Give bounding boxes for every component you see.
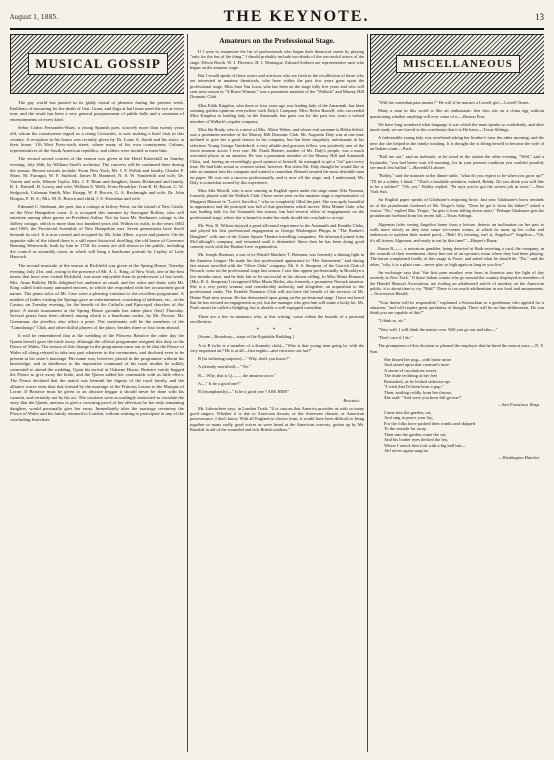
poem: [384, 357, 544, 401]
article-paragraph: The gay world has paused in its giddy round of pleasure during the present week. Emblems of mourning for the death of Gen. Grant, and flags at half mast meet the eye at every turn, and the result has been a very general postponement of public balls and a cessation of entertainments of every kind.: [10, 100, 184, 122]
poem-line: She said: "And were you born full grown?": [384, 395, 463, 401]
poem-line: And raised upon that creature's nose: [384, 362, 450, 368]
article-paragraph: Many a man in this world is like an enthusiastic hen who sits on a china egg without questioning whether anything will ever come of it.—Boston Post.: [370, 108, 544, 119]
header-rule: [10, 28, 544, 30]
dialogue-line: A (already mortified)—" No.": [198, 364, 251, 370]
dialogue-attribution: Rescutto.: [343, 397, 360, 403]
poem-line: To the seaside far away.: [384, 426, 427, 432]
poem-line: And his louder eyes decked the lea,: [384, 437, 448, 443]
article-paragraph: Algernon (who seeing Angelica home from a lecture, detects an inclination on her part to walk more slowly as they near some ice-cream rooms, at which he turns up his collar and endeavors to quicken their united pace)—"Bah! It's freezing, isn't it, Angelica?" Angelica—"Oh, it's all frozen, Algernon, and ready to eat by this time!"—Harper's Bazar.: [370, 221, 544, 243]
dialogue-line: A to B (who is a member of a dramatic club)—"Who is that young man going by with the very important air? He is at all—first nights—and criticises our fun?": [190, 342, 364, 353]
article-paragraph: Miss Alla Merrill, who is now starring in English opera under the stage name Alfa Norman, formerly played with the Wallack Club. I have never seen on the amateur stage a representative of Margaret Blanore in "Love's Sacrifice," who so completely filled the part. She was aptly beautiful in appearance and the portrayal was full of that gentleness which moves. Miss Minnie Gale, who was leading lady for the Amaranth last season, has had several offers of engagements on the professional stage, where she is bound to make her mark should she conclude to accept.: [190, 188, 364, 220]
section-separator: * * *: [256, 327, 298, 334]
article-paragraph: An exchange says that "the first pure monkey ever born in America saw the light of day recently in New York." If these Italian counts who go around the country displayed as members of the Handel Musical Association, are fooling an adulterated article of monkey on the American public, it is about time to cry "Halt!" There is too much adulteration in our food and amusements.—Norristown Herald.: [370, 270, 544, 297]
dialogue-line: B— Why, that is Q——, the amateur actor.": [198, 372, 276, 378]
poem-attribution: —San Francisco Wasp.: [498, 401, 540, 407]
banner-title: MUSICAL GOSSIP: [28, 53, 168, 75]
banner-title: MISCELLANEOUS: [396, 55, 520, 73]
article-heading: Amateurs on the Professional Stage.: [219, 36, 335, 45]
article-paragraph: "Very well. I will think the matter over. Will you go out and take—": [378, 326, 498, 332]
miscellaneous-banner: [370, 34, 544, 94]
article-paragraph: The promptness of this decision so pleased the employer that he hired the man at once.—N. Y. Sun.: [370, 343, 544, 354]
article-paragraph: The second musicale of the season at Richfield was given at the Spring House, Tuesday evening, July 21st, and, owing to the presence of Mr. A. L. King, of New York, one of the best tenors that have ever visited Richfield, was more enjoyable than its predecessor of last week. Mrs. Anna Bulkley Hills delighted her audience as usual, and her solos and duets with Mr. King called forth many animated encores, to which she responded with her accustomed good nature. The piano solos of Mr. Case were a pleasing variation to the excellent programme. A number of ladies visiting the Springs gave an entertainment, consisting of tableaux, etc., at the Casino, on Tuesday evening, for the benefit of the Catholic and Episcopal churches of this place. A tennis tournament at the Spring House grounds has taken place (last) Thursday. Several prizes have been offered, among which is a handsome racket, by Mr. Proctor. Mr. Greenman, the jeweller, also offers a prize. The contestants will be the members of the "Canadarago" Club, and other skilful players of the place, besides three or four from abroad.: [10, 263, 184, 330]
article-paragraph: If I were to enumerate the list of professionals who began their theatrical career by playing "only for the fun of the thing," I should probably include two-thirds of the successful actors of the stage. Edwin Booth, W. J. Florence, H. J. Montague, Edward Sothern are representative men who began on the amateur stage.: [190, 49, 364, 70]
poem-line: A storm of osculations sweet.: [384, 367, 438, 373]
poem-line: Then, smiling coldly from her throne,: [384, 389, 452, 395]
poem-line: And sing in peace your lay,: [384, 415, 434, 421]
article-paragraph: A fashionable young lady was overheard asking her brother's tutor the other morning, and the next day she helped in the family washing. It is thought she is fitting herself to become the wife of an Italian count.—Puck.: [370, 135, 544, 152]
poem-line: Come into the garden, cat,: [384, 409, 432, 415]
musical-gossip-banner: [10, 34, 184, 94]
article-paragraph: These are a few ex-amateurs who, at this writing, come within the bounds of a personal recollection.: [190, 313, 364, 324]
poem-line: Remarked, as he looked sidewise up:: [384, 378, 451, 384]
article-paragraph: Baron B——, a notorious gambler, being detected at Bath secreting a card, the company, in the warmth of their resentment, threw him out of an up-stairs room where they had been playing. The baron complained loudly of this usage to Foote, and asked what he should do. "Do," said the other, "why, it is a plain case—never play so high again as long as you live.": [370, 245, 544, 267]
article-paragraph: Señor Carlos Fernandez-Shaw, a young Spanish poet, scarcely more than twenty years old, whom his countrymen regard as a rising Cervantes, is now making a brief visit in this country. A reception in his honor was recently given by Dr. Louis A. Sarah and his sister, at their home, 116 West Forty-sixth street, where many of his own countrymen, Cubans, representatives of the South American republics, and others were invited to meet him.: [10, 125, 184, 153]
dialogue-line: A—" Is he a good one?": [198, 381, 241, 387]
article-paragraph: Miss Ida Brady, who is a niece of Mrs. Albert Weber, and whose real surname is Helen Seibel, was a prominent member of the Murray Hill Dramatic Club. Mr. Augustin Daly was at one time inclined to give her a good chance in his company, but has been singularly unfortunate in his selection. Young George Vanderhoff, a very affable and gracious fellow, was positively one of the worst amateur actors I ever saw. Mr. Frank Bennet, another of Mr. Daly's people, was a much overrated player as an amateur. He was a prominent member of the Murray Hill and Amaranth Clubs, and, having an exceedingly good opinion of himself, he managed to get a "fat" part every time. He had little actual or creative talent, however. But when Mr. Daly thought he would like to take an amateur into his company and wanted a comedian, Bennett seemed the most desirable man on paper. He was not a success professionally, and is now off the stage, and, I understand, Mr. Daly is somewhat soured by this experience.: [190, 126, 364, 185]
article-paragraph: But I would speak of those actors and actresses who are fresh in the recollection of those who are interested in amateur theatricals, who have within the past few years gone upon the professional stage. Miss Sara Van Loon, who has been on the stage fully five years and who will start next season in "A Brave Woman," was a prominent member of the "Wallack" and Murray Hill Dramatic Club.: [190, 73, 364, 100]
masthead-title: THE KEYNOTE.: [223, 8, 370, 25]
dialogue-line: B (triumphantly)—" Is he a good one ? ASK HIM!": [198, 389, 290, 395]
article-paragraph: The second sacred concert of the season was given at the Hotel Katerskill on Sunday evening, July 26th, by William Stoel's orchestra. The concerts will be continued there during the season. Recent arrivals include: From New York, Mr. J. F. Pollak and family, Charles P. Shaw, M. Farragut, W. F. Stafford, James H. Hammel, N. S. W. Vanderbilt and wife, Dr. Varren and wife, Minnie Taylor, Mrs. J. F. Blum and daughter, James Richmond and family, R. L. Burnell, B. Lowry and wife, William S. Wells. From Brooklyn: Ivan R. H. Bacon, C. W. Sedgwick, Coleman Smith, Mrs. Knapp, W. F. Brown, G. A. Reckmagle and wife, Dr. John Horgan, F. H. S.; Mrs. M. E. Brown and child, I. S. Sternshus and wife.: [10, 156, 184, 201]
article-paragraph: We have long wondered what language it was which the mute speaks so confidently, and after much study we are forced to the conclusion that it is He-brew.—Texas Siftings.: [370, 121, 544, 133]
column-divider: [187, 34, 188, 752]
article-paragraph: Mr. Labouchere says, in London Truth: "It is curious that America provides us with so many good singers. Whether it is due to American throats, or the American climate, or American perseverance, I don't know. With all England to choose from, it would have been difficult to bring together so many really good voices as were heard at the American concerts, gotten up by Mr. Ronalds in aid of the wounded and sick British soldiers.": [190, 405, 364, 432]
article-paragraph: "Don't care if I do.": [378, 334, 413, 340]
article-paragraph: An English paper speaks of Gladstone's imposing brow. Just now Gladstone's brow reminds us of the protuberant forehead of Mr. Yerger's baby. "Does he get it from his father?" asked a visitor. "No," replied Mrs. Yerger, "he gets it from falling down stairs." Perhaps Gladstone gets his protuberant forehead from his recent fall.—Texas Siftings.: [370, 197, 544, 219]
column-center: [190, 34, 364, 752]
dialogue-line: [Scene—Broadway—steps of the Equitable Building.]: [198, 334, 294, 340]
column-divider: [367, 34, 368, 752]
poem-line: Ah! never again sang he.: [384, 448, 429, 454]
poem-attribution: —Washington Hatchet.: [498, 454, 540, 460]
poem-line: For the folks have packed their trunks and skipped: [384, 420, 475, 426]
article-paragraph: Miss Edith Kingdon, who three or four years ago was leading lady of the Amaranth, has been winning golden opinions everywhere with Daly's Company. Miss Helen Russell, who succeeded Miss Kingdon as leading lady in the Amaranth, has gone out for the past two years a valued member of Wallack's regular company.: [190, 102, 364, 124]
poem-line: Where I struck him foul with a big ball bat—: [384, 442, 466, 448]
column-left: [10, 34, 184, 752]
article-paragraph: It will be remembered that at the wedding of the Princess Beatrice the other day the Queen herself gave the bride away, although the official programme assigned this duty to the Prince of Wales. The reason of this change in the programme turns out to be that the Prince of Wales all along refused to take any part whatever in the ceremonies, and declined even to be present at his sister's marriage. His name was, however, placed in the programme without his knowledge, and in obedience to the imperative command of his royal mother he sulkily consented to attend the wedding. Upon his arrival at Osborne House, Beatrice vainly begged the Prince to give away the bride, and the Queen added her commands with as little effect. The Prince declared that the match was beneath the dignity of the royal family, and the alliance worse even than that formed by the marriage of the Princess Louise to the Marquis of Lorne. If Beatrice must be given to an obscure beggar it should never be done with his consent, and certainly not by his act. The courtiers were accordingly instructed to circulate the story that the Queen, anxious to give a crowning proof of her affection for her only remaining daughter, would personally give her away. Immediately after the marriage ceremony the Prince of Wales and his family returned to London, without waiting to participate in any of the concluding festivities.: [10, 333, 184, 423]
poem-line: The dude reclining at her feet: [384, 373, 438, 379]
article-paragraph: Mr. Joseph Brennan, a son of ex-Sheriff Matthew T. Brennan, was formerly a shining light in the Amateur League. He made his first professional appearance in "Her Atonement," and during last season travelled with the "Silver Oaks" company. Mr. S. S. Simpson, of the Garrick Club of Newark, went on the professional stage last season. I saw him appear professionally in Brooklyn a few months since, and he bids fair to be successful in his chosen calling. In Miss Maria Brainard (Mrs. R. S. Simpson) I recognized Miss Maria Hailes, also formerly a prominent Newark amateur. She is a very pretty woman, and considerably authority, and altogether, an acquisition to the professional ranks. The Kemble Dramatic Club will not have the benefit of the services of Mr. Deane Pratt next season. He has determined upon going on the professional stage. I have not heard that he has secured an engagement as yet, but the manager who gets him will make a lucky hit. Mr. Pratt cannot be called a fledgling, but is already a well-equipped comedian.: [190, 252, 364, 311]
article-paragraph: "I think so, sir.": [378, 318, 406, 324]
issue-date: August 1, 1885.: [10, 13, 59, 21]
article-paragraph: "Will the comedian pass muster?" He will if he marries a Lowell girl.—Lowell Times.: [378, 100, 530, 105]
poem-line: She kissed her pug—with haste arose: [384, 356, 452, 362]
article-paragraph: "Bobby," said the minister at the dinner table, "what do you expect to be when you grow up?" "I'll be a soldier, I think." "That's a laudable ambition, indeed, Bobby. Do you think you will like to be a soldier?" "Oh, yes," Bobby replied. "Pa says you've got the softest job in town."—New York Sun.: [370, 173, 544, 195]
poem-line: "I wish that I'd been born a pup.": [384, 384, 444, 390]
page-header: [10, 6, 544, 28]
page-number: 13: [534, 12, 544, 22]
article-paragraph: "Ball me out," said an inebriate, as he stood in the station the other evening. "Well," said a bystander, "you had better wait till morning, for in your present condition you couldn't possibly see much less ballad."—Haverhill Laborer.: [370, 154, 544, 170]
article-paragraph: Edmund C. Stedman, the poet, has a cottage at Jaffrey Point, on the island of New Castle, on the New Hampshire coast. It is occupied this summer by Surrogate Rollins, who will entertain among other guests ex-President Arthur. Not far from Mr. Stedman's cottage is the Jaffrey cottage, which is more than two hundred years old. Within its walls, in the years 1682 and 1683, the Provincial Assembly of New Hampshire met. Seven generations have dwelt beneath its roof. It is now owned and occupied by Mr. John Albee, a poet and painter. On the opposite side of the island there is a still more historical dwelling, the old home of Governor Benning Wentworth, built by him in 1750. Its rooms are still shown to the public, including the council or assembly room, in which will hang a handsome portrait by Copley of Lady Hancock.: [10, 204, 184, 260]
poem-line: Then into the garden come the cat,: [384, 431, 447, 437]
poem: [384, 410, 544, 454]
article-paragraph: Mr. Wm. R. Wilson enjoyed a good all-round experience in the Amaranth and Kemble Clubs, and played his first professional engagement as George Washington Phipps in "The Banker's Daughter" with one of the Union Square Theatre travelling companies. He afterward joined John McCullough's company, and remained until it disbanded. Since then he has been doing good comedy work with the Hanlon-Lees' organization.: [190, 222, 364, 250]
dialogue-line: B (in withering surprise)—" Why, don't you know?": [198, 356, 290, 362]
column-right: [370, 34, 544, 752]
article-paragraph: "Your duties will be responsible," explained a Kentuckian to a gentleman who applied for a situation, "and will require great quickness of thought. There will be no fine deliberation. Do you think you are capable of this?": [370, 299, 544, 316]
